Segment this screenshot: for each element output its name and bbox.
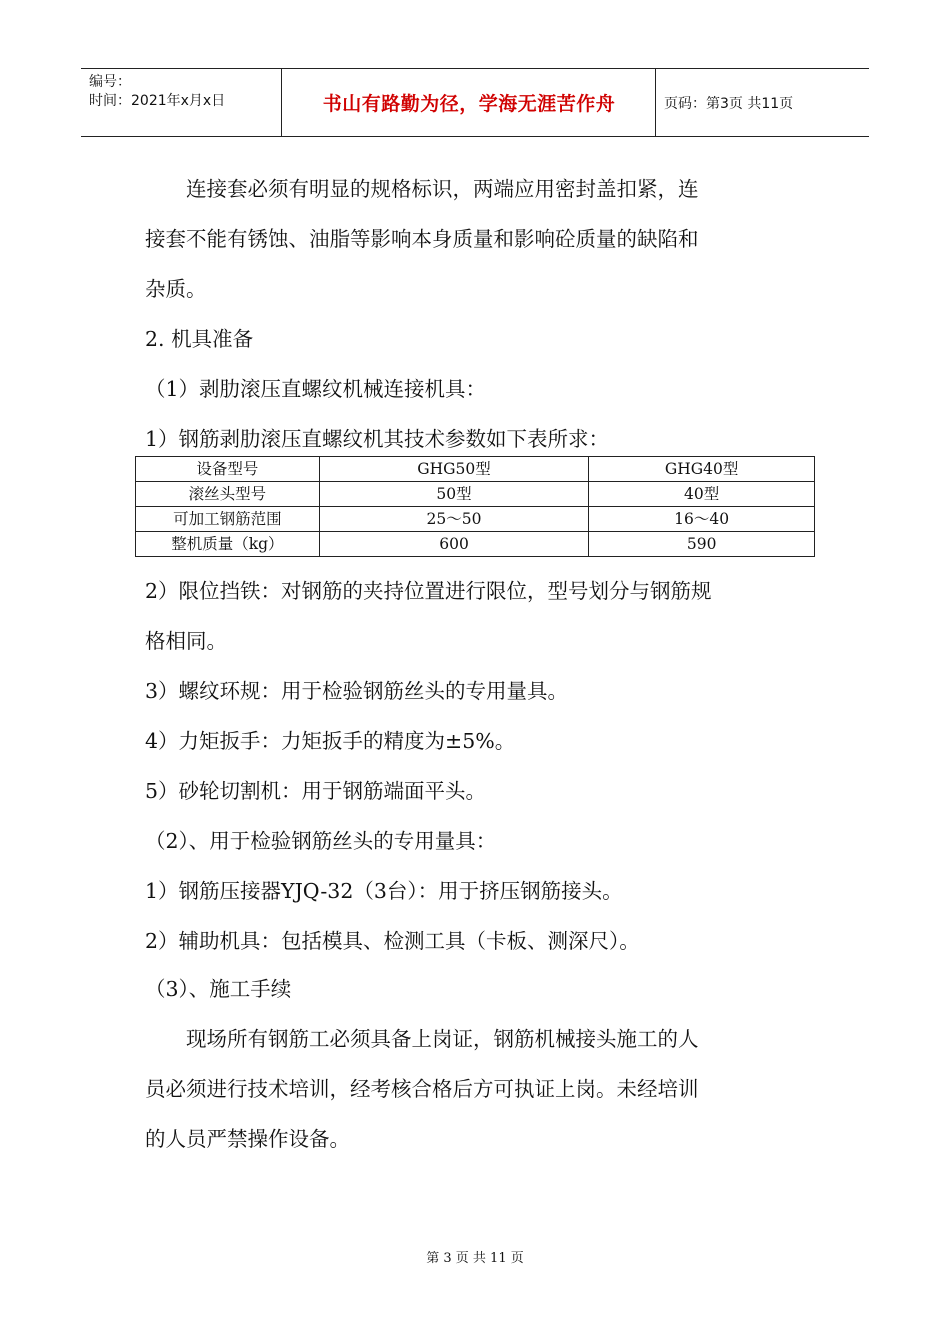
paragraph-2-line-3: 的人员严禁操作设备。 [145,1127,350,1151]
paragraph-1-line-3: 杂质。 [145,277,207,301]
list-item-5: 5）砂轮切割机：用于钢筋端面平头。 [145,779,487,803]
subsection-2-item-2: 2）辅助机具：包括模具、检测工具（卡板、测深尺）。 [145,929,640,953]
header-meta [89,73,225,111]
table-cell: 590 [589,532,815,557]
list-item-4: 4）力矩扳手：力矩扳手的精度为±5%。 [145,729,516,753]
subsection-2-item-1: 1）钢筋压接器YJQ-32（3台）：用于挤压钢筋接头。 [145,879,623,903]
list-item-2-line-1: 2）限位挡铁：对钢筋的夹持位置进行限位，型号划分与钢筋规 [145,579,712,603]
table-row [136,482,815,507]
section-heading-2: 2. 机具准备 [145,327,254,351]
table-cell: 25～50 [319,507,589,532]
header-motto: 书山有路勤为径，学海无涯苦作舟 [322,93,616,115]
page-header [81,68,869,137]
table-cell: 滚丝头型号 [136,482,320,507]
subsection-3-heading: （3）、施工手续 [145,977,292,1001]
header-divider-left [281,69,282,136]
table-row [136,507,815,532]
table-row [136,457,815,482]
header-number-label: 编号： [89,74,131,90]
table-cell: 50型 [319,482,589,507]
header-page-info: 页码：第3页 共11页 [664,96,794,112]
header-divider-right [655,69,656,136]
spec-table [135,456,815,557]
table-cell: 600 [319,532,589,557]
table-cell: 16～40 [589,507,815,532]
table-row [136,532,815,557]
subsection-1-heading: （1）剥肋滚压直螺纹机械连接机具： [145,377,487,401]
list-item-1: 1）钢筋剥肋滚压直螺纹机其技术参数如下表所求： [145,427,610,451]
paragraph-2-line-1: 现场所有钢筋工必须具备上岗证，钢筋机械接头施工的人 [186,1027,699,1051]
list-item-3: 3）螺纹环规：用于检验钢筋丝头的专用量具。 [145,679,569,703]
table-cell: 40型 [589,482,815,507]
paragraph-1-line-1: 连接套必须有明显的规格标识，两端应用密封盖扣紧，连 [186,177,699,201]
table-cell: 可加工钢筋范围 [136,507,320,532]
header-time-label: 时间：2021年x月x日 [89,93,226,109]
paragraph-2-line-2: 员必须进行技术培训，经考核合格后方可执证上岗。未经培训 [145,1077,699,1101]
subsection-2-heading: （2）、用于检验钢筋丝头的专用量具： [145,829,497,853]
paragraph-1-line-2: 接套不能有锈蚀、油脂等影响本身质量和影响砼质量的缺陷和 [145,227,699,251]
table-cell: GHG50型 [319,457,589,482]
table-cell: 设备型号 [136,457,320,482]
page-footer: 第 3 页 共 11 页 [426,1251,524,1266]
table-cell: 整机质量（kg） [136,532,320,557]
table-cell: GHG40型 [589,457,815,482]
list-item-2-line-2: 格相同。 [145,629,227,653]
